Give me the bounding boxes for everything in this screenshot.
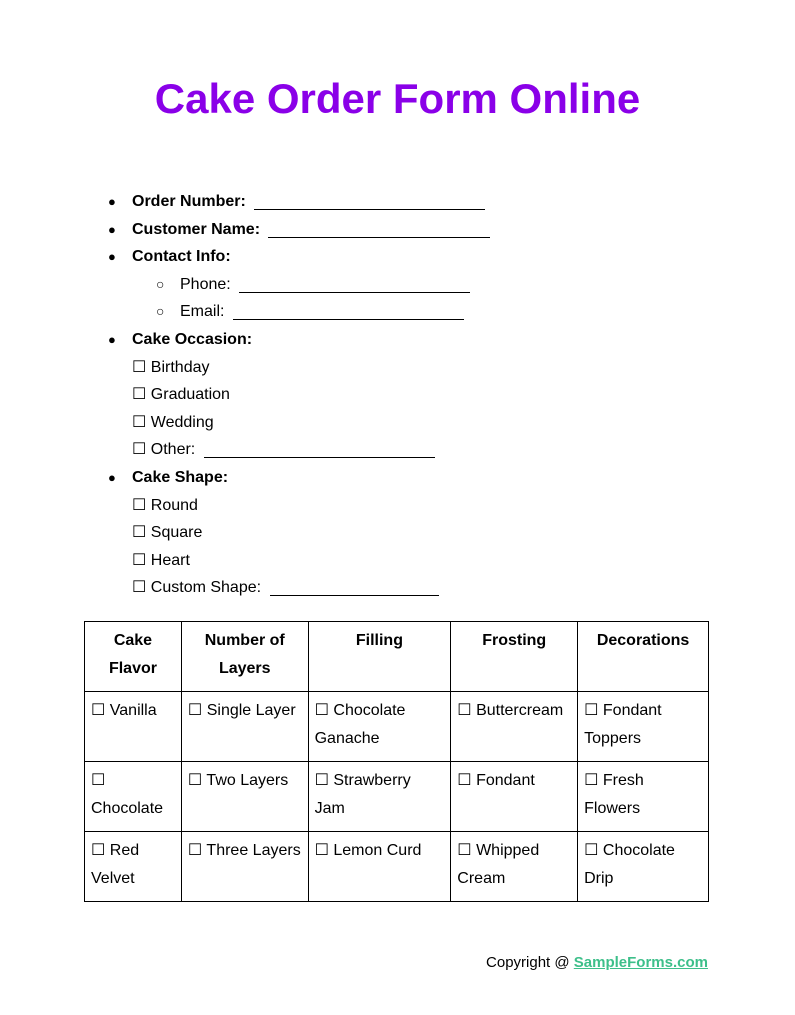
email-input[interactable] <box>233 301 464 320</box>
table-header: Decorations <box>578 622 709 692</box>
occasion-option-label: ☐ Graduation <box>132 386 230 404</box>
cake-options-table <box>84 621 709 902</box>
table-cell-option[interactable]: ☐ Whipped Cream <box>451 832 578 902</box>
copyright-text: Copyright @ <box>486 954 574 971</box>
order-fields <box>108 188 490 602</box>
occasion-option[interactable] <box>108 354 490 382</box>
occasion-other-input[interactable] <box>204 439 435 458</box>
bullet-icon: ● <box>108 221 116 237</box>
custom-shape-input[interactable] <box>270 577 439 596</box>
table-cell-option[interactable]: ☐ Buttercream <box>451 692 578 762</box>
shape-option[interactable] <box>108 492 490 520</box>
phone-input[interactable] <box>239 274 470 293</box>
table-header: Frosting <box>451 622 578 692</box>
sampleforms-link[interactable]: SampleForms.com <box>573 954 708 971</box>
email-label: Email: <box>180 303 225 321</box>
table-cell-option[interactable]: ☐ Fondant Toppers <box>578 692 709 762</box>
contact-info-field <box>108 243 490 271</box>
order-number-input[interactable] <box>254 191 485 210</box>
table-row <box>85 762 709 832</box>
bullet-icon: ● <box>108 469 116 485</box>
customer-name-field <box>108 216 490 244</box>
cake-shape-field <box>108 464 490 492</box>
table-cell-option[interactable]: ☐ Single Layer <box>181 692 308 762</box>
shape-option[interactable] <box>108 547 490 575</box>
footer <box>486 954 708 971</box>
circle-bullet-icon: ○ <box>156 303 165 320</box>
cake-occasion-label: Cake Occasion: <box>132 330 253 348</box>
shape-option[interactable] <box>108 519 490 547</box>
table-cell-option[interactable]: ☐ Vanilla <box>85 692 182 762</box>
table-cell-option[interactable]: ☐ Chocolate <box>85 762 182 832</box>
occasion-option[interactable] <box>108 409 490 437</box>
order-number-field <box>108 188 490 216</box>
table-cell-option[interactable]: ☐ Strawberry Jam <box>308 762 451 832</box>
table-cell-option[interactable]: ☐ Fresh Flowers <box>578 762 709 832</box>
table-cell-option[interactable]: ☐ Chocolate Ganache <box>308 692 451 762</box>
table-cell-option[interactable]: ☐ Fondant <box>451 762 578 832</box>
occasion-option-label: ☐ Birthday <box>132 358 210 376</box>
table-row <box>85 832 709 902</box>
shape-option-label: ☐ Custom Shape: <box>132 579 262 597</box>
cake-occasion-field <box>108 326 490 354</box>
table-header: Filling <box>308 622 451 692</box>
table-header: Cake Flavor <box>85 622 182 692</box>
table-header-row <box>85 622 709 692</box>
occasion-option-label: ☐ Other: <box>132 441 196 459</box>
table-cell-option[interactable]: ☐ Chocolate Drip <box>578 832 709 902</box>
shape-option-label: ☐ Square <box>132 524 203 542</box>
bullet-icon: ● <box>108 194 116 209</box>
occasion-option[interactable] <box>108 381 490 409</box>
table-header: Number of Layers <box>181 622 308 692</box>
contact-info-label: Contact Info: <box>132 248 231 266</box>
table-cell-option[interactable]: ☐ Red Velvet <box>85 832 182 902</box>
table-row <box>85 692 709 762</box>
email-field <box>108 298 490 326</box>
phone-label: Phone: <box>180 275 231 293</box>
circle-bullet-icon: ○ <box>156 275 165 292</box>
occasion-option-other[interactable] <box>108 436 490 464</box>
shape-option-label: ☐ Heart <box>132 551 190 569</box>
shape-option-custom[interactable] <box>108 574 490 602</box>
occasion-option-label: ☐ Wedding <box>132 413 214 431</box>
bullet-icon: ● <box>108 249 116 265</box>
shape-option-label: ☐ Round <box>132 496 198 514</box>
page-title: Cake Order Form Online <box>154 75 641 122</box>
bullet-icon: ● <box>108 331 116 347</box>
table-cell-option[interactable]: ☐ Three Layers <box>181 832 308 902</box>
table-cell-option[interactable]: ☐ Two Layers <box>181 762 308 832</box>
customer-name-label: Customer Name: <box>132 220 261 238</box>
customer-name-input[interactable] <box>268 219 490 238</box>
phone-field <box>108 271 490 299</box>
cake-shape-label: Cake Shape: <box>132 468 229 486</box>
table-cell-option[interactable]: ☐ Lemon Curd <box>308 832 451 902</box>
order-number-label: Order Number: <box>132 193 246 210</box>
